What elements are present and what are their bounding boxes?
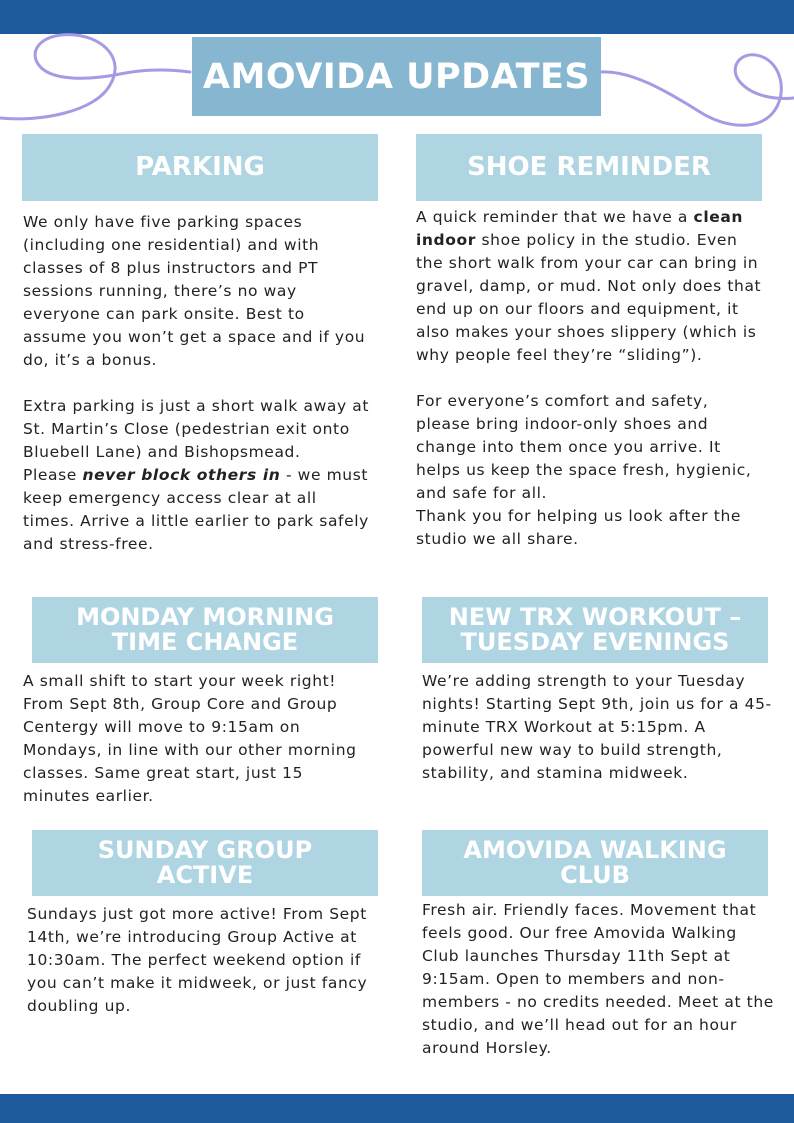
parking-body	[23, 211, 373, 556]
shoe-paragraph-3: Thank you for helping us look after the studio we all share.	[416, 507, 741, 548]
walking-paragraph: Fresh air. Friendly faces. Movement that feels good. Our free Amovida Walking Club launches Thursday 11th Sept at 9:15am. Open to members and non-members - no credits needed. Meet at the studio, and we’ll head out for an hour around Horsley.	[422, 901, 774, 1057]
bottom-banner-bar	[0, 1094, 794, 1123]
never-block-emphasis: never block others in	[82, 466, 281, 484]
shoe-body	[416, 206, 766, 551]
parking-paragraph-2: Extra parking is just a short walk away at St. Martin’s Close (pedestrian exit onto Bluebell Lane) and Bishopsmead.	[23, 397, 370, 461]
parking-paragraph-3: Please never block others in - we must keep emergency access clear at all times. Arrive a little earlier to park safely and stress-free.	[23, 466, 369, 553]
shoe-heading-box	[416, 134, 762, 201]
monday-body	[23, 670, 373, 808]
walking-body	[422, 899, 777, 1060]
parking-paragraph-1: We only have five parking spaces (including one residential) and with classes of 8 plus instructors and PT sessions running, there’s no way everyone can park onsite. Best to assume you won’t get a space and if you do, it’s a bonus.	[23, 213, 366, 369]
sunday-body	[27, 903, 377, 1018]
left-swirl	[0, 35, 190, 119]
parking-heading-box	[22, 134, 378, 201]
trx-heading-box	[422, 597, 768, 663]
page-title: AMOVIDA UPDATES	[202, 56, 591, 97]
sunday-heading: SUNDAY GROUP ACTIVE	[97, 836, 313, 889]
trx-body	[422, 670, 777, 785]
page-title-banner	[192, 37, 601, 116]
clean-indoor-emphasis: clean indoor	[416, 208, 744, 249]
walking-heading-box	[422, 830, 768, 896]
sunday-heading-box	[32, 830, 378, 896]
top-banner-bar	[0, 0, 794, 34]
monday-heading-box	[32, 597, 378, 663]
sunday-paragraph: Sundays just got more active! From Sept 14th, we’re introducing Group Active at 10:30am. The perfect weekend option if you can’t make it midweek, or just fancy doubling up.	[27, 905, 368, 1015]
trx-heading: NEW TRX WORKOUT – TUESDAY EVENINGS	[448, 603, 742, 656]
shoe-paragraph-1: A quick reminder that we have a clean indoor shoe policy in the studio. Even the short walk from your car can bring in gravel, damp, or mud. Not only does that end up on our floors and equipment, it also makes your shoes slippery (which is why people feel they’re “sliding”).	[416, 208, 762, 364]
monday-paragraph: A small shift to start your week right! From Sept 8th, Group Core and Group Centergy will move to 9:15am on Mondays, in line with our other morning classes. Same great start, just 15 minutes earlier.	[23, 672, 357, 805]
walking-heading: AMOVIDA WALKING CLUB	[463, 836, 727, 889]
right-swirl	[600, 55, 794, 125]
monday-heading: MONDAY MORNING TIME CHANGE	[76, 603, 334, 656]
shoe-heading: SHOE REMINDER	[467, 152, 711, 182]
trx-paragraph: We’re adding strength to your Tuesday nights! Starting Sept 9th, join us for a 45-minute TRX Workout at 5:15pm. A powerful new way to build strength, stability, and stamina midweek.	[422, 672, 772, 782]
parking-heading: PARKING	[135, 152, 265, 182]
shoe-paragraph-2: For everyone’s comfort and safety, please bring indoor-only shoes and change into them once you arrive. It helps us keep the space fresh, hygienic, and safe for all.	[416, 392, 752, 502]
